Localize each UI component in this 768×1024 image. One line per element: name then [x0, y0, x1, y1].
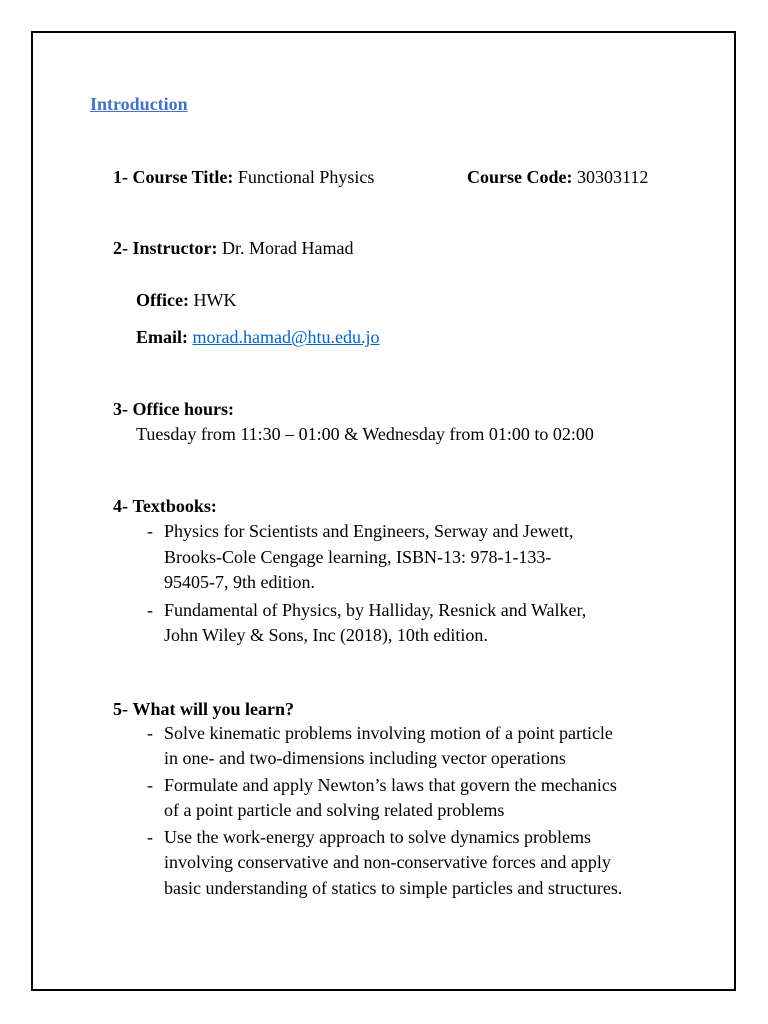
email-label: Email:	[136, 327, 188, 347]
course-code-row	[467, 167, 648, 188]
office-hours-label: Office hours:	[132, 399, 234, 419]
list-item-line: 95405-7, 9th edition.	[164, 572, 315, 592]
section-number: 1-	[113, 167, 128, 187]
course-title-row	[113, 167, 374, 188]
instructor-label: Instructor:	[132, 238, 218, 258]
list-item-line: Use the work-energy approach to solve dynamics problems	[164, 827, 592, 847]
list-item-line: of a point particle and solving related problems	[164, 800, 505, 820]
email-link[interactable]: morad.hamad@htu.edu.jo	[192, 327, 380, 347]
course-title-value: Functional Physics	[237, 167, 375, 187]
bullet-dash: -	[147, 723, 153, 743]
section-number: 4-	[113, 496, 128, 516]
list-item-line: Brooks-Cole Cengage learning, ISBN-13: 978-1-133-	[164, 547, 552, 567]
office-hours-value: Tuesday from 11:30 – 01:00 & Wednesday from 01:00 to 02:00	[136, 424, 594, 444]
course-title-label: Course Title:	[132, 167, 234, 187]
course-code-value: 30303112	[577, 167, 649, 187]
list-item-line: involving conservative and non-conservative forces and apply	[164, 852, 611, 872]
email-row	[136, 327, 380, 348]
section-number: 2-	[113, 238, 128, 258]
bullet-dash: -	[147, 827, 153, 847]
list-item-line: basic understanding of statics to simple particles and structures.	[164, 878, 623, 898]
bullet-dash: -	[147, 775, 153, 795]
office-row	[136, 290, 236, 311]
bullet-dash: -	[147, 521, 153, 541]
intro-heading: Introduction	[90, 94, 188, 114]
office-label: Office:	[136, 290, 189, 310]
instructor-row	[113, 238, 353, 259]
office-value: HWK	[193, 290, 237, 310]
learn-label: What will you learn?	[132, 699, 295, 719]
learn-heading	[113, 699, 294, 720]
section-number: 5-	[113, 699, 128, 719]
list-item-line: Formulate and apply Newton’s laws that govern the mechanics	[164, 775, 617, 795]
office-hours-heading	[113, 399, 234, 420]
list-item-line: Solve kinematic problems involving motion of a point particle	[164, 723, 613, 743]
course-code-label: Course Code:	[467, 167, 573, 187]
textbooks-heading	[113, 496, 217, 517]
list-item-line: Fundamental of Physics, by Halliday, Resnick and Walker,	[164, 600, 587, 620]
list-item-line: in one- and two-dimensions including vector operations	[164, 748, 566, 768]
textbooks-label: Textbooks:	[132, 496, 217, 516]
instructor-value: Dr. Morad Hamad	[221, 238, 354, 258]
section-number: 3-	[113, 399, 128, 419]
bullet-dash: -	[147, 600, 153, 620]
list-item-line: Physics for Scientists and Engineers, Serway and Jewett,	[164, 521, 574, 541]
list-item-line: John Wiley & Sons, Inc (2018), 10th edition.	[164, 625, 488, 645]
